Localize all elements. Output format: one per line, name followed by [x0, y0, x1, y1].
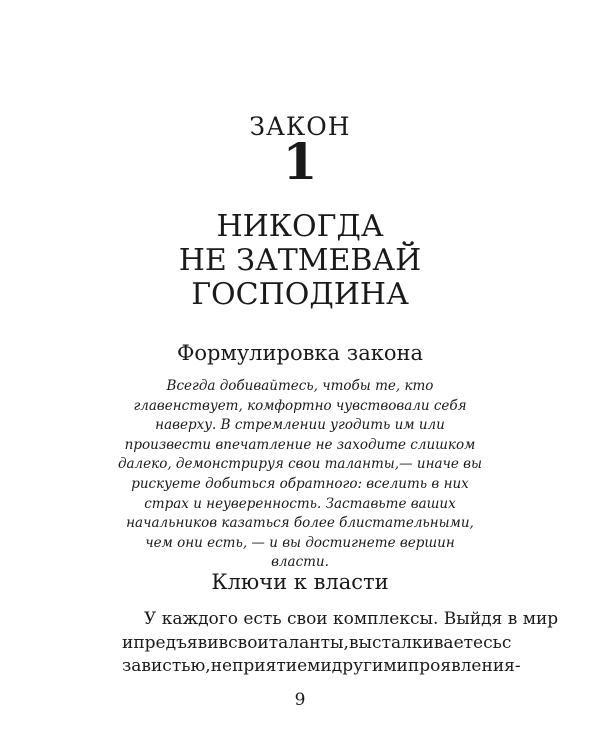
- statement-line: главенствует, комфортно чувствовали себя: [133, 397, 467, 414]
- law-number: 1: [282, 132, 318, 191]
- law-title: [0, 210, 600, 312]
- keys-heading: Ключи к власти: [211, 570, 389, 594]
- body-line: У каждого есть свои комплексы. Выйдя в мир: [144, 609, 559, 629]
- law-title-line: ГОСПОДИНА: [191, 277, 409, 312]
- formula-heading: Формулировка закона: [176, 341, 424, 365]
- statement-line: страх и неуверенность. Заставьте ваших: [144, 495, 456, 512]
- body-paragraph: [122, 608, 559, 679]
- body-word: сталкиваетесь: [372, 632, 502, 653]
- body-word: и: [122, 632, 134, 653]
- law-title-line: НЕ ЗАТМЕВАЙ: [178, 243, 422, 278]
- body-word: проявления-: [407, 656, 521, 676]
- body-word: свои: [228, 632, 269, 653]
- body-word: и: [320, 656, 332, 676]
- statement-line: рискуете добиться обратного: вселить в них: [131, 475, 469, 492]
- body-word: неприятием: [210, 656, 321, 676]
- statement-line: начальников казаться более блистательными,: [126, 515, 474, 532]
- body-line: [122, 655, 521, 679]
- law-title-line: НИКОГДА: [216, 209, 384, 244]
- body-word: вы: [348, 632, 373, 653]
- page-number: 9: [294, 690, 306, 710]
- body-word: завистью,: [122, 656, 211, 676]
- body-word: другими: [331, 656, 408, 676]
- statement-line: наверху. В стремлении угодить им или: [155, 417, 445, 434]
- body-line: [122, 632, 512, 656]
- law-label: ЗАКОН: [249, 112, 351, 141]
- statement-line: власти.: [271, 554, 329, 571]
- body-word: с: [501, 632, 512, 653]
- statement-line: Всегда добивайтесь, чтобы те, кто: [166, 378, 434, 394]
- body-word: предъявив: [133, 632, 229, 653]
- statement-line: произвести впечатление не заходите слишком: [124, 436, 476, 453]
- statement-line: далеко, демонстрируя свои таланты,— иначе вы: [117, 456, 483, 473]
- law-statement: [0, 377, 600, 573]
- body-word: таланты,: [268, 632, 349, 653]
- statement-line: чем они есть, — и вы достигнете вершин: [145, 534, 455, 551]
